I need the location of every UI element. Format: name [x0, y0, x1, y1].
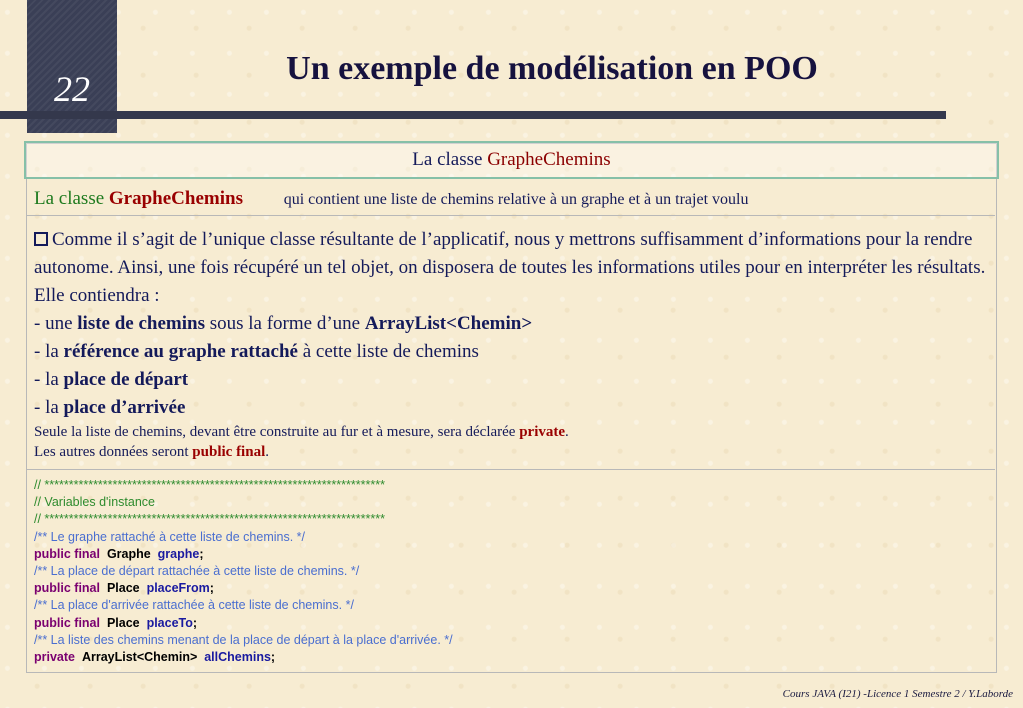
code-declaration: public final Place placeFrom;: [34, 581, 214, 596]
code-block: [34, 477, 984, 666]
intro-description: qui contient une liste de chemins relative à un graphe et à un trajet voulu: [283, 191, 749, 208]
code-stars-line: // **********************************************************************: [34, 512, 385, 527]
note-private: Seule la liste de chemins, devant être construite au fur et à mesure, sera déclarée private.: [34, 424, 569, 440]
code-stars-line: // **********************************************************************: [34, 478, 385, 492]
table-header: [24, 141, 999, 179]
list-item: - la place d’arrivée: [34, 397, 186, 418]
title-rule: [0, 111, 946, 119]
code-comment: /** Le graphe rattaché à cette liste de chemins. */: [34, 529, 305, 544]
note-public-final: Les autres données seront public final.: [34, 444, 269, 460]
code-comment: /** La place d'arrivée rattachée à cette liste de chemins. */: [34, 598, 354, 613]
header-class-name: GrapheChemins: [487, 149, 611, 170]
slide-number: 22: [54, 69, 90, 109]
list-item: - la référence au graphe rattaché à cette liste de chemins: [34, 341, 479, 362]
page-title: Un exemple de modélisation en POO: [286, 50, 818, 87]
code-comment: /** La liste des chemins menant de la place de départ à la place d'arrivée. */: [34, 632, 453, 647]
code-declaration: private ArrayList<Chemin> allChemins;: [34, 650, 276, 665]
body-paragraph-text: Comme il s’agit de l’unique classe résultante de l’applicatif, nous y mettrons suffisamment d’informations pour la rendre autonome. Ainsi, une fois récupéré un tel objet, on disposera de toutes les informations utiles pour en interpréter les résultats. Elle contiendra :: [34, 229, 986, 306]
intro-prefix: La classe: [34, 188, 105, 209]
header-prefix: La classe: [412, 149, 483, 170]
code-declaration: public final Place placeTo;: [34, 615, 198, 630]
list-item: - une liste de chemins sous la forme d’une ArrayList<Chemin>: [34, 313, 533, 334]
list-item: - la place de départ: [34, 369, 189, 390]
checkbox-bullet-icon: [34, 232, 48, 246]
body-text: [26, 218, 995, 470]
intro-class-name: GrapheChemins: [108, 188, 243, 209]
code-comment: /** La place de départ rattachée à cette liste de chemins. */: [34, 564, 360, 579]
intro-row: [26, 180, 995, 216]
footer-credit: Cours JAVA (I21) -Licence 1 Semestre 2 / Y.Laborde: [782, 688, 1013, 700]
body-paragraph: [34, 226, 987, 310]
code-section-comment: // Variables d'instance: [34, 495, 155, 510]
code-declaration: public final Graphe graphe;: [34, 546, 204, 561]
